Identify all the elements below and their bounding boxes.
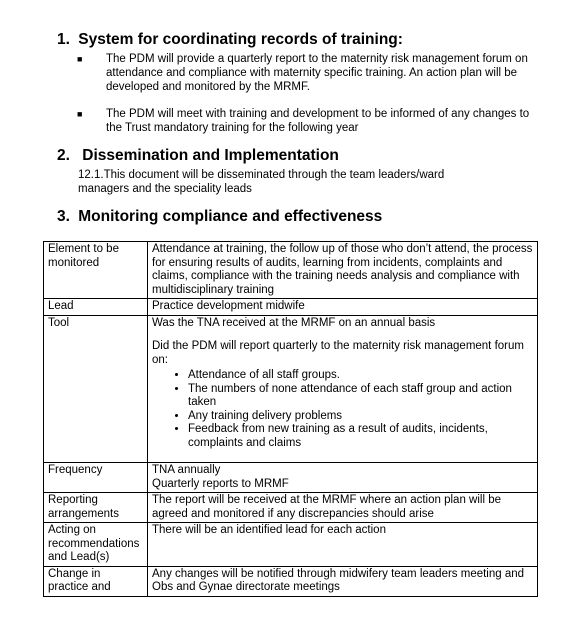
- row-label: Element to be monitored: [44, 242, 148, 299]
- tool-intro: Was the TNA received at the MRMF on an annual basis: [152, 316, 436, 329]
- monitoring-table: [43, 241, 538, 597]
- section-3-title: Monitoring compliance and effectiveness: [78, 208, 383, 225]
- section-2-paragraph: 12.1.This document will be disseminated through the team leaders/ward managers and the speciality leads: [78, 169, 445, 195]
- row-value: The report will be received at the MRMF where an action plan will be agreed and monitored if any discrepancies should arise: [148, 493, 538, 523]
- table-row: [44, 242, 538, 299]
- row-label: Acting on recommendations and Lead(s): [44, 523, 148, 567]
- row-value: There will be an identified lead for each action: [148, 523, 538, 567]
- spacer: [152, 330, 533, 340]
- section-1-heading: [57, 31, 403, 49]
- section-2-text: [78, 168, 498, 196]
- section-1-bullet-1: [77, 52, 536, 94]
- bullet-text: The PDM will provide a quarterly report to the maternity risk management forum on attendance and compliance with maternity specific training. An action plan will be developed and monitored by the MRMF.: [106, 53, 528, 93]
- section-2-number: 2.: [57, 147, 70, 164]
- list-item: • Attendance of all staff groups.: [188, 369, 533, 383]
- row-label: Tool: [44, 315, 148, 463]
- tool-question: Did the PDM will report quarterly to the maternity risk management forum on:: [152, 340, 524, 366]
- row-label: Lead: [44, 299, 148, 316]
- row-value: Practice development midwife: [148, 299, 538, 316]
- tool-list: [152, 369, 533, 450]
- bullet-square-icon: ■: [77, 54, 83, 64]
- frequency-line: TNA annually: [152, 464, 221, 476]
- bullet-text: The PDM will meet with training and development to be informed of any changes to the Trust mandatory training for the following year: [106, 108, 530, 134]
- frequency-line: Quarterly reports to MRMF: [152, 477, 289, 490]
- section-1-title: System for coordinating records of training:: [78, 31, 403, 48]
- row-value: [148, 463, 538, 493]
- list-item: • Feedback from new training as a result of audits, incidents, complaints and claims: [188, 423, 533, 450]
- section-2-title: Dissemination and Implementation: [82, 147, 339, 164]
- row-label: Reporting arrangements: [44, 493, 148, 523]
- row-label: Frequency: [44, 463, 148, 493]
- list-item: • The numbers of none attendance of each staff group and action taken: [188, 383, 533, 410]
- table-row: [44, 463, 538, 493]
- row-label: Change in practice and: [44, 566, 148, 596]
- section-3-heading: [57, 208, 382, 226]
- table-row: [44, 299, 538, 316]
- table-row: [44, 566, 538, 596]
- table-row: [44, 315, 538, 463]
- row-value: Attendance at training, the follow up of those who don’t attend, the process for ensuring results of audits, learning from incidents, complaints and claims, compliance with the training needs analysis and compliance with multidisciplinary training: [148, 242, 538, 299]
- list-item: • Any training delivery problems: [188, 410, 533, 424]
- row-value: [148, 315, 538, 463]
- section-1-bullet-2: [77, 107, 536, 135]
- row-value: Any changes will be notified through midwifery team leaders meeting and Obs and Gynae directorate meetings: [148, 566, 538, 596]
- section-2-heading: [57, 147, 339, 165]
- bullet-square-icon: ■: [77, 109, 83, 119]
- section-3-number: 3.: [57, 208, 70, 225]
- table-row: [44, 493, 538, 523]
- table-row: [44, 523, 538, 567]
- section-1-number: 1.: [57, 31, 70, 48]
